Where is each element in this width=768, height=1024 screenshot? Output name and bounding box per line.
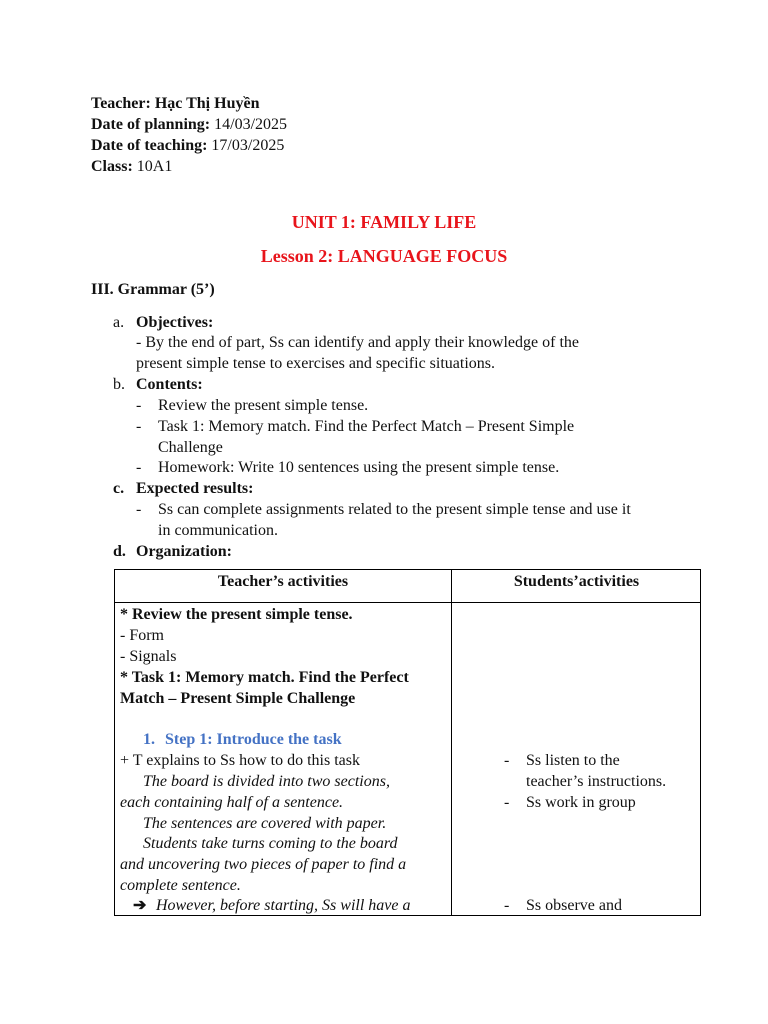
turns-line-2: and uncovering two pieces of paper to find a [120,856,407,873]
organization-marker: d. [113,543,126,560]
class-value: 10A1 [136,158,173,175]
teacher-name: Hạc Thị Huyền [154,95,260,112]
contents-item-review: Review the present simple tense. [158,397,369,414]
class-label: Class: [91,158,133,175]
step-number: 1. [143,731,155,748]
turns-line-1: Students take turns coming to the board [143,835,398,852]
objectives-marker: a. [113,314,125,331]
planning-date-line [91,115,287,135]
teaching-date-label: Date of teaching: [91,137,208,154]
section-title: III. Grammar (5’) [91,281,215,298]
student-listen-line-2: teacher’s instructions. [526,773,667,790]
contents-dash-2: - [136,418,142,435]
explain-task: + T explains to Ss how to do this task [120,752,360,769]
covered-line: The sentences are covered with paper. [143,815,387,832]
turns-line-3: complete sentence. [120,877,241,894]
task-heading-line-1: * Task 1: Memory match. Find the Perfect [120,669,409,686]
teacher-line [91,94,259,114]
teaching-date-value: 17/03/2025 [211,137,285,154]
organization-label: Organization: [136,543,232,560]
student-activities-header: Students’activities [513,573,640,590]
expected-label: Expected results: [136,480,254,497]
planning-date-value: 14/03/2025 [214,116,288,133]
step-title: Step 1: Introduce the task [165,731,342,748]
expected-line-2: in communication. [158,522,278,539]
teacher-label: Teacher: [91,95,151,112]
student-observe-line: Ss observe and [526,897,622,914]
task-heading-line-2: Match – Present Simple Challenge [120,690,356,707]
arrow-icon: ➔ [133,897,147,914]
class-line [91,157,172,177]
lesson-title: Lesson 2: LANGUAGE FOCUS [260,246,508,266]
planning-date-label: Date of planning: [91,116,211,133]
student-group-line: Ss work in group [526,794,636,811]
contents-label: Contents: [136,376,203,393]
objectives-label: Objectives: [136,314,214,331]
contents-marker: b. [113,376,125,393]
contents-dash-3: - [136,459,142,476]
contents-item-task-cont: Challenge [158,439,223,456]
however-line: However, before starting, Ss will have a [156,897,411,914]
expected-marker: c. [113,480,125,497]
review-heading: * Review the present simple tense. [120,606,353,623]
contents-item-task: Task 1: Memory match. Find the Perfect Match – Present Simple [158,418,575,435]
unit-title: UNIT 1: FAMILY LIFE [291,212,477,232]
contents-item-homework: Homework: Write 10 sentences using the present simple tense. [158,459,560,476]
expected-line-1: Ss can complete assignments related to the present simple tense and use it [158,501,631,518]
contents-dash-1: - [136,397,142,414]
student-dash-1: - [504,752,510,769]
teaching-date-line [91,136,284,156]
board-line-2: each containing half of a sentence. [120,794,344,811]
student-dash-3: - [504,897,510,914]
review-signals: - Signals [120,648,177,665]
expected-dash: - [136,501,142,518]
student-listen-line-1: Ss listen to the [526,752,620,769]
board-line-1: The board is divided into two sections, [143,773,390,790]
review-form: - Form [120,627,164,644]
objectives-line-2: present simple tense to exercises and specific situations. [136,355,496,372]
teacher-activities-header: Teacher’s activities [217,573,349,590]
student-dash-2: - [504,794,510,811]
objectives-line-1: - By the end of part, Ss can identify and apply their knowledge of the [136,334,579,351]
